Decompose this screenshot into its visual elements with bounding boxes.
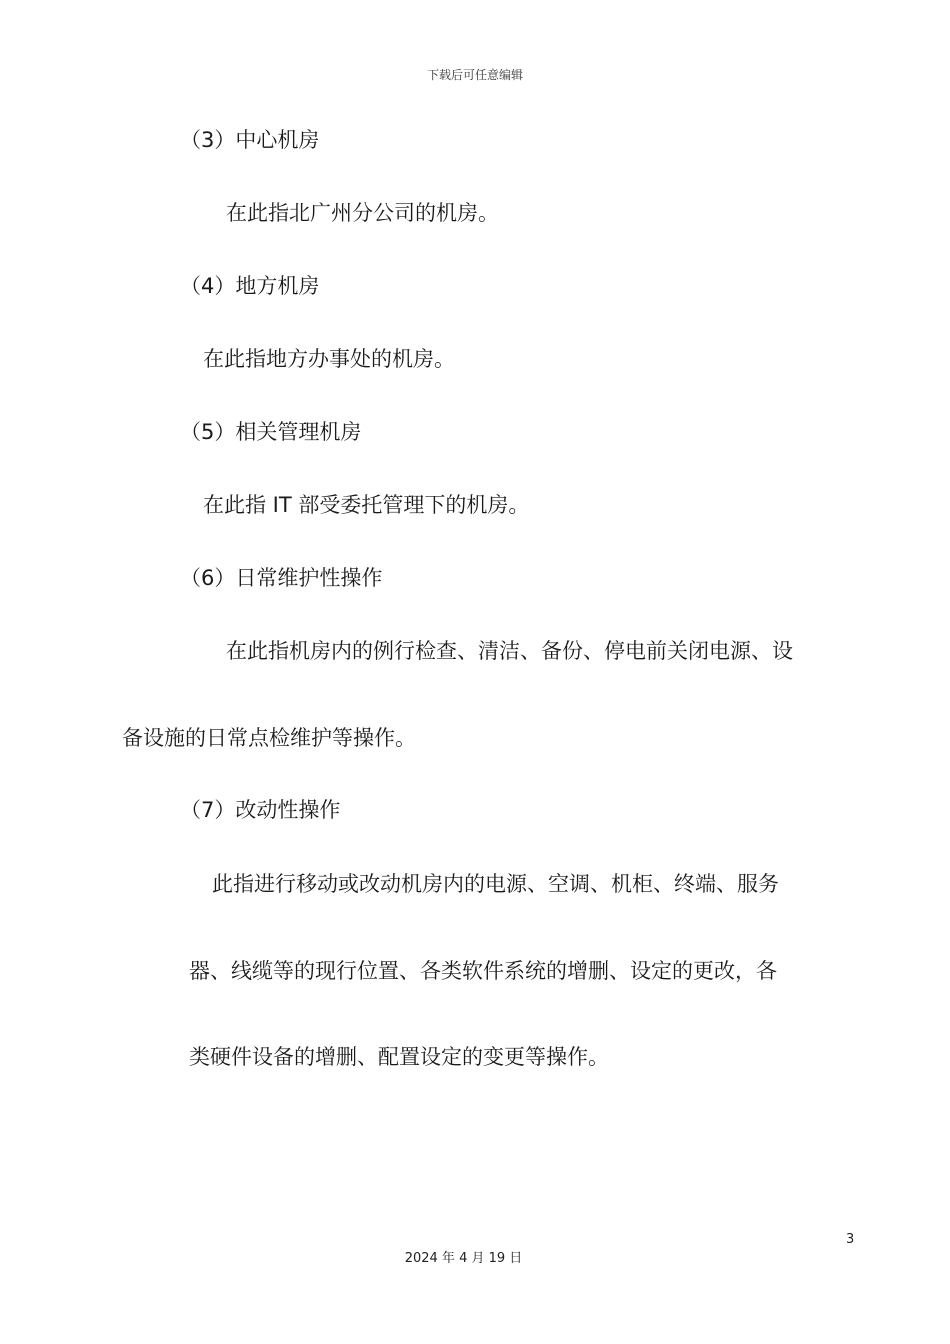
section-body: 器、线缆等的现行位置、各类软件系统的增删、设定的更改，各 (189, 959, 777, 983)
footer-date: 2024 年 4 月 19 日 (404, 1251, 523, 1266)
section-body: 在此指机房内的例行检查、清洁、备份、停电前关闭电源、设 (226, 639, 793, 663)
section-heading: （4）地方机房 (180, 274, 320, 298)
section-body: 类硬件设备的增删、配置设定的变更等操作。 (189, 1045, 609, 1069)
section-body: 备设施的日常点检维护等操作。 (122, 726, 416, 750)
section-heading: （3）中心机房 (180, 128, 320, 152)
section-body: 在此指北广州分公司的机房。 (226, 201, 499, 225)
section-heading: （5）相关管理机房 (180, 420, 362, 444)
page-number: 3 (846, 1232, 855, 1247)
section-body: 在此指 IT 部受委托管理下的机房。 (203, 493, 530, 517)
page-header: 下载后可任意编辑 (426, 68, 523, 82)
section-heading: （6）日常维护性操作 (180, 566, 383, 590)
section-body: 此指进行移动或改动机房内的电源、空调、机柜、终端、服务 (212, 872, 779, 896)
section-heading: （7）改动性操作 (180, 798, 341, 822)
section-body: 在此指地方办事处的机房。 (203, 347, 455, 371)
